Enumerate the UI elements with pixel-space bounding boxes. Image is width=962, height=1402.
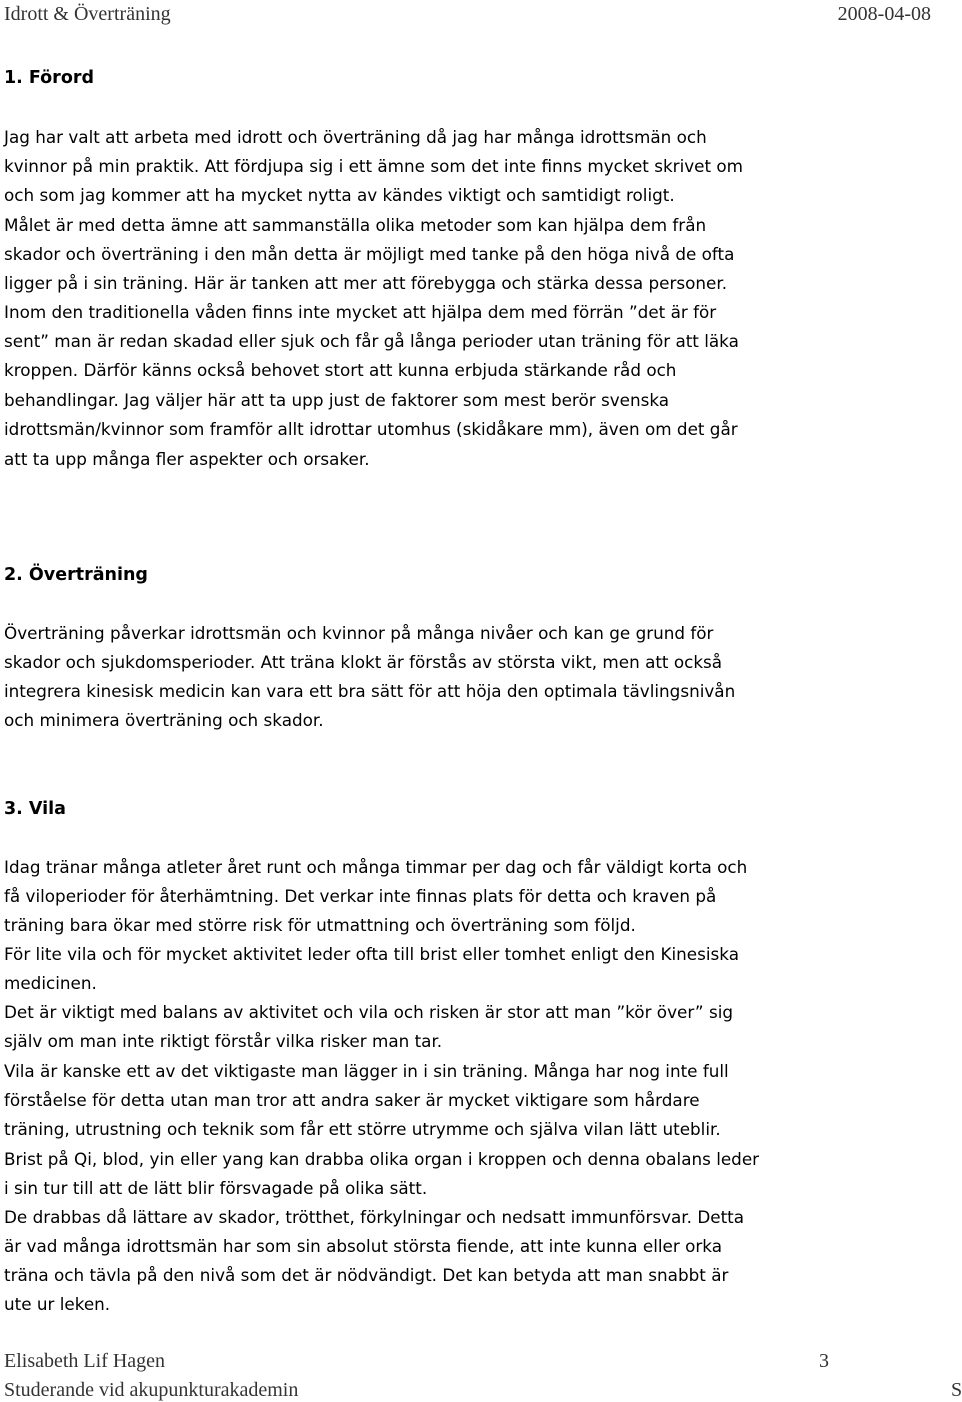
paragraph-line: sent” man är redan skadad eller sjuk och får gå långa perioder utan träning för att läka	[4, 331, 739, 351]
header-title: Idrott & Överträning	[4, 3, 171, 25]
paragraph-line: Idag tränar många atleter året runt och många timmar per dag och får väldigt korta och	[4, 857, 748, 877]
paragraph-line: Målet är med detta ämne att sammanställa olika metoder som kan hjälpa dem från	[4, 215, 707, 235]
header-date: 2008-04-08	[837, 3, 931, 25]
paragraph-line: Jag har valt att arbeta med idrott och överträning då jag har många idrottsmän och	[4, 127, 707, 147]
footer-affiliation: Studerande vid akupunkturakademin	[4, 1379, 299, 1401]
paragraph-line: medicinen.	[4, 973, 97, 993]
section-heading-overtraning: 2. Överträning	[4, 565, 148, 585]
paragraph-line: träning, utrustning och teknik som får ett större utrymme och själva vilan lätt uteblir.	[4, 1119, 721, 1139]
paragraph-line: ute ur leken.	[4, 1294, 111, 1314]
paragraph-line: är vad många idrottsmän har som sin absolut största fiende, att inte kunna eller orka	[4, 1236, 722, 1256]
paragraph-line: kvinnor på min praktik. Att fördjupa sig i ett ämne som det inte finns mycket skrivet om	[4, 156, 744, 176]
footer-cut-letter: S	[951, 1379, 962, 1401]
paragraph-line: idrottsmän/kvinnor som framför allt idrottar utomhus (skidåkare mm), även om det går	[4, 419, 738, 439]
footer-page-number: 3	[819, 1350, 829, 1372]
paragraph-line: Det är viktigt med balans av aktivitet och vila och risken är stor att man ”kör över” sig	[4, 1002, 734, 1022]
paragraph-line: ligger på i sin träning. Här är tanken att mer att förebygga och stärka dessa personer.	[4, 273, 728, 293]
paragraph-line: förståelse för detta utan man tror att andra saker är mycket viktigare som hårdare	[4, 1090, 700, 1110]
paragraph-line: kroppen. Därför känns också behovet stort att kunna erbjuda stärkande råd och	[4, 360, 677, 380]
paragraph-line: träna och tävla på den nivå som det är nödvändigt. Det kan betyda att man snabbt är	[4, 1265, 729, 1285]
paragraph-line: skador och överträning i den mån detta är möjligt med tanke på den höga nivå de ofta	[4, 244, 735, 264]
paragraph-line: Vila är kanske ett av det viktigaste man lägger in i sin träning. Många har nog inte full	[4, 1061, 729, 1081]
paragraph-line: De drabbas då lättare av skador, trötthet, förkylningar och nedsatt immunförsvar. Detta	[4, 1207, 745, 1227]
paragraph-line: att ta upp många fler aspekter och orsaker.	[4, 449, 370, 469]
paragraph-line: i sin tur till att de lätt blir försvagade på olika sätt.	[4, 1178, 428, 1198]
paragraph-line: och minimera överträning och skador.	[4, 710, 324, 730]
paragraph-line: Inom den traditionella våden finns inte mycket att hjälpa dem med förrän ”det är för	[4, 302, 717, 322]
paragraph-line: och som jag kommer att ha mycket nytta av kändes viktigt och samtidigt roligt.	[4, 185, 675, 205]
paragraph-line: få viloperioder för återhämtning. Det verkar inte finnas plats för detta och kraven på	[4, 886, 717, 906]
paragraph-line: skador och sjukdomsperioder. Att träna klokt är förstås av största vikt, men att också	[4, 652, 723, 672]
section-heading-vila: 3. Vila	[4, 799, 66, 819]
paragraph-line: För lite vila och för mycket aktivitet leder ofta till brist eller tomhet enligt den Kinesiska	[4, 944, 739, 964]
paragraph-line: integrera kinesisk medicin kan vara ett bra sätt för att höja den optimala tävlingsnivån	[4, 681, 736, 701]
paragraph-line: träning bara ökar med större risk för utmattning och överträning som följd.	[4, 915, 636, 935]
paragraph-line: Överträning påverkar idrottsmän och kvinnor på många nivåer och kan ge grund för	[4, 623, 714, 643]
footer-author: Elisabeth Lif Hagen	[4, 1350, 166, 1372]
paragraph-line: själv om man inte riktigt förstår vilka risker man tar.	[4, 1031, 443, 1051]
section-heading-forord: 1. Förord	[4, 68, 94, 88]
paragraph-line: Brist på Qi, blod, yin eller yang kan drabba olika organ i kroppen och denna obalans leder	[4, 1149, 760, 1169]
paragraph-line: behandlingar. Jag väljer här att ta upp just de faktorer som mest berör svenska	[4, 390, 670, 410]
